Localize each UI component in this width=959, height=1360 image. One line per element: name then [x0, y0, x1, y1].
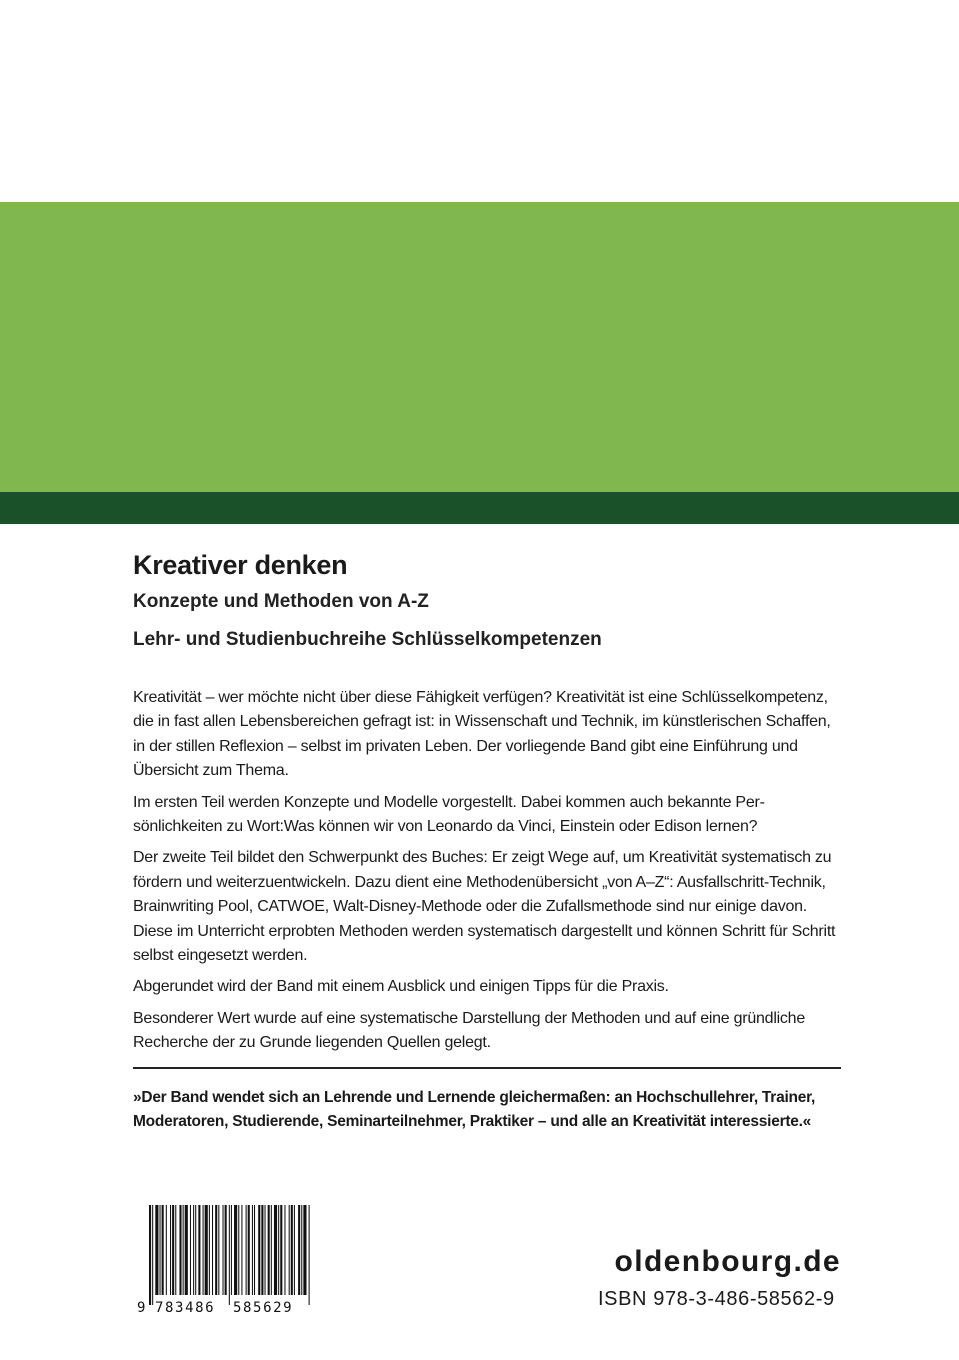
barcode-digit-prefix: 9	[137, 1300, 146, 1315]
barcode-bar	[258, 1205, 260, 1295]
barcode-bar	[215, 1205, 217, 1295]
blurb-paragraph-2: Im ersten Teil werden Konzepte und Modelle vorgestellt. Dabei kommen auch bekannte Persönlichkeiten zu Wort:Was können wir von Leonardo da Vinci, Einstein oder Edison lernen?	[133, 793, 765, 836]
book-info	[133, 548, 841, 1063]
barcode-bar	[248, 1205, 250, 1295]
isbn-number: ISBN 978-3-486-58562-9	[598, 1288, 835, 1310]
dark-green-stripe	[0, 492, 959, 524]
book-subtitle: Konzepte und Methoden von A-Z	[133, 591, 429, 612]
barcode-bar	[298, 1205, 300, 1295]
barcode-bar	[218, 1205, 219, 1295]
barcode-bar	[223, 1205, 224, 1295]
barcode-bar	[261, 1205, 263, 1295]
audience-quote: »Der Band wendet sich an Lehrende und Lernende gleichermaßen: an Hochschullehrer, Trainer, Moderatoren, Studierende, Seminarteilnehmer, Praktiker – und alle an Kreativität interessierte.«	[133, 1089, 816, 1131]
barcode-bar	[212, 1205, 213, 1295]
blurb	[133, 686, 841, 1056]
barcode-bar	[274, 1205, 277, 1295]
blurb-paragraph-5: Besonderer Wert wurde auf eine systematische Darstellung der Methoden und auf eine gründliche Recherche der zu Grunde liegenden Quellen gelegt.	[133, 1009, 805, 1052]
barcode-bar	[238, 1205, 239, 1295]
barcode-bar	[198, 1205, 200, 1295]
barcode-bar	[252, 1205, 253, 1295]
barcode-bar	[209, 1205, 210, 1295]
barcode-digits-right: 585629	[233, 1300, 294, 1315]
barcode-bar	[172, 1205, 174, 1295]
blurb-paragraph-3: Der zweite Teil bildet den Schwerpunkt des Buches: Er zeigt Wege auf, um Kreativität systematisch zu fördern und weiterzuentwickeln. Dazu dient eine Methodenübersicht „von A–Z“: Ausfallschritt-Technik, Brainwriting Pool, CATWOE, Walt-Disney-Methode oder die Zufallsmethode sind nur einige davon. Diese im Unterricht erprobten Methoden werden systematisch dargestellt und können Schritt für Schritt selbst eingesetzt werden.	[133, 849, 836, 965]
publisher-url: oldenbourg.de	[614, 1245, 841, 1278]
barcode-bar	[309, 1205, 310, 1305]
barcode-bar	[284, 1205, 285, 1295]
blurb-paragraph-1: Kreativität – wer möchte nicht über diese Fähigkeit verfügen? Kreativität ist eine Schlüsselkompetenz, die in fast allen Lebensbereichen gefragt ist: in Wissenschaft und Technik, im künstlerischen Schaffen, in der stillen Reflexion – selbst im privaten Leben. Der vorliegende Band gibt eine Einführung und Übersicht zum Thema.	[133, 689, 831, 780]
barcode-bar	[185, 1205, 188, 1295]
barcode-bar	[303, 1205, 306, 1295]
barcode-bar	[193, 1205, 194, 1295]
book-series: Lehr- und Studienbuchreihe Schlüsselkompetenzen	[133, 629, 602, 650]
isbn-barcode	[137, 1205, 313, 1315]
barcode-bar	[289, 1205, 290, 1295]
barcode-bar	[265, 1205, 266, 1295]
barcode-bar	[183, 1205, 184, 1295]
barcode-bar	[225, 1205, 227, 1295]
barcode-bar	[246, 1205, 247, 1295]
barcode-bar	[149, 1205, 151, 1305]
barcode-bar	[301, 1205, 302, 1295]
barcode-bar	[179, 1205, 181, 1295]
barcode-bar	[152, 1205, 153, 1305]
book-title: Kreativer denken	[133, 550, 348, 580]
barcode-bar	[195, 1205, 196, 1295]
barcode-bar	[170, 1205, 171, 1295]
blurb-paragraph-4: Abgerundet wird der Band mit einem Ausblick und einigen Tipps für die Praxis.	[133, 978, 669, 996]
barcode-bar	[254, 1205, 255, 1295]
barcode-bar	[162, 1205, 164, 1295]
barcode-bar	[155, 1205, 158, 1295]
divider	[133, 1067, 841, 1069]
barcode-bar	[271, 1205, 272, 1295]
green-header-band	[0, 202, 959, 492]
barcode-bar	[175, 1205, 176, 1295]
barcode-bar	[268, 1205, 270, 1295]
barcode-digits-left: 783486	[155, 1300, 216, 1315]
barcode-bar	[291, 1205, 293, 1295]
barcode-bar	[205, 1205, 208, 1295]
barcode-bar	[278, 1205, 279, 1295]
barcode-bar	[231, 1205, 232, 1295]
barcode-bar	[280, 1205, 282, 1295]
barcode-bar	[203, 1205, 204, 1295]
barcode-bar	[234, 1205, 237, 1295]
barcode-bar	[241, 1205, 242, 1295]
barcode-bar	[160, 1205, 161, 1295]
barcode-bar	[166, 1205, 167, 1295]
barcode-bar	[294, 1205, 295, 1295]
barcode-bar	[229, 1205, 230, 1305]
barcode-bar	[190, 1205, 191, 1295]
